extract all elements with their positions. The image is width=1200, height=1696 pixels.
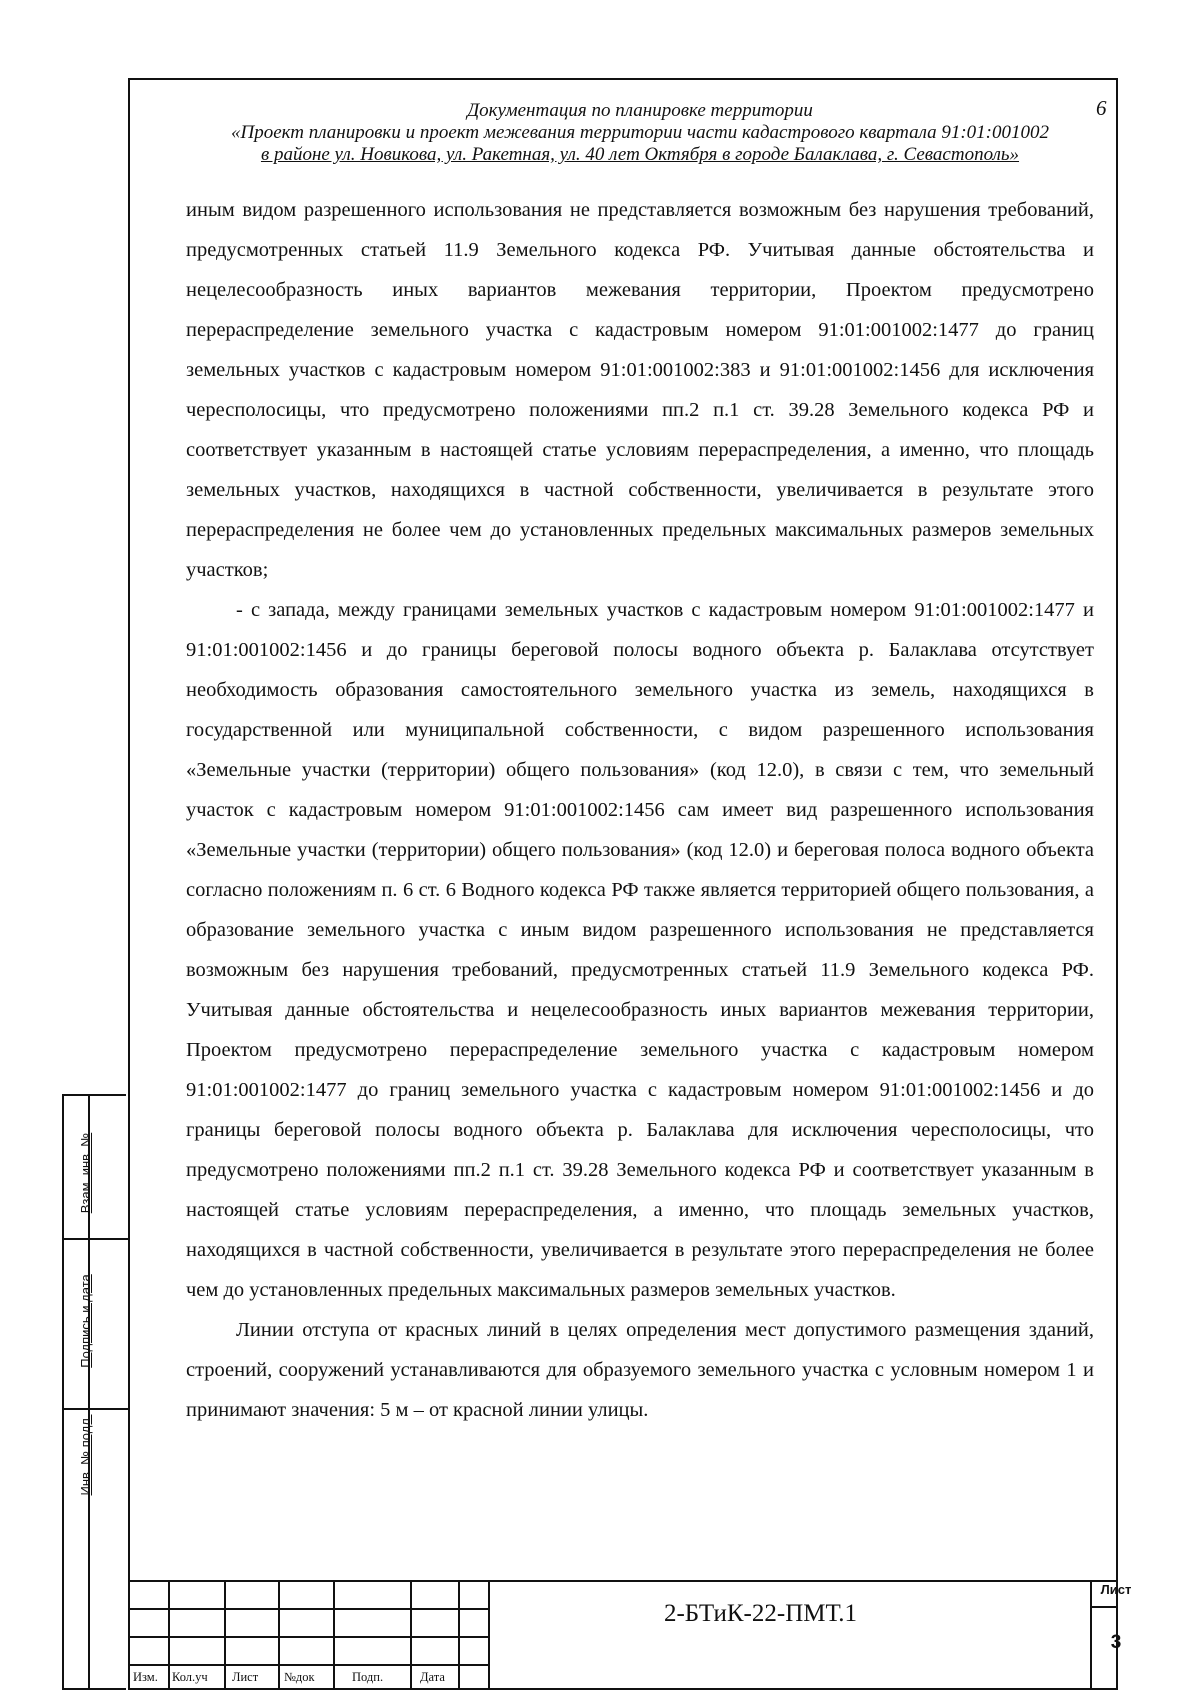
side-label-replacement-inventory: Взам. инв. № bbox=[78, 1132, 93, 1214]
body-paragraph-2: - с запада, между границами земельных участков с кадастровым номером 91:01:001002:1477 и 91:01:001002:1456 и до границы береговой полосы водного объекта р. Балаклава отсутствует необходимость образования самостоятельного земельного участка из земель, находящихся в государственной или муниципальной собственности, с видом разрешенного использования «Земельные участки (территории) общего пользования» (код 12.0), в связи с тем, что земельный участок с кадастровым номером 91:01:001002:1456 сам имеет вид разрешенного использования «Земельные участки (территории) общего пользования» (код 12.0) и береговая полоса водного объекта согласно положениям п. 6 ст. 6 Водного кодекса РФ также является территорией общего пользования, а образование земельного участка с иным видом разрешенного использования не представляется возможным без нарушения требований, предусмотренных статьей 11.9 Земельного кодекса РФ. Учитывая данные обстоятельства и нецелесообразность иных вариантов межевания территории, Проектом предусмотрено перераспределение земельного участка с кадастровым номером 91:01:001002:1477 до границ земельного участка с кадастровым номером 91:01:001002:1456 и до границы береговой полосы водного объекта р. Балаклава для исключения чересполосицы, что предусмотрено положениями пп.2 п.1 ст. 39.28 Земельного кодекса РФ и соответствует указанным в настоящей статье условиям перераспределения, а именно, что площадь земельных участков, находящихся в частной собственности, увеличивается в результате этого перераспределения не более чем до установленных предельных максимальных размеров земельных участков. bbox=[186, 599, 1094, 1301]
col-quantity-label: Кол.уч bbox=[172, 1670, 208, 1684]
header-project-name: «Проект планировки и проект межевания территории части кадастрового квартала 91:01:001002 bbox=[230, 122, 1049, 143]
document-body bbox=[186, 190, 1094, 1430]
body-paragraph-3: Линии отступа от красных линий в целях определения мест допустимого размещения зданий, строений, сооружений устанавливаются для образуемого земельного участка с условным номером 1 и принимают значения: 5 м – от красной линии улицы. bbox=[186, 1319, 1094, 1421]
side-label-signature-date: Подпись и дата bbox=[78, 1274, 93, 1368]
col-change-label: Изм. bbox=[133, 1670, 158, 1684]
col-signature-label: Подп. bbox=[352, 1670, 384, 1684]
col-sheet-label: Лист bbox=[232, 1670, 259, 1684]
body-paragraph-1: иным видом разрешенного использования не представляется возможным без нарушения требований, предусмотренных статьей 11.9 Земельного кодекса РФ. Учитывая данные обстоятельства и нецелесообразность иных вариантов межевания территории, Проектом предусмотрено перераспределение земельного участка с кадастровым номером 91:01:001002:1477 до границ земельных участков с кадастровым номером 91:01:001002:383 и 91:01:001002:1456 для исключения чересполосицы, что предусмотрено положениями пп.2 п.1 ст. 39.28 Земельного кодекса РФ и соответствует указанным в настоящей статье условиям перераспределения, а именно, что площадь земельных участков, находящихся в частной собственности, увеличивается в результате этого перераспределения не более чем до установленных предельных максимальных размеров земельных участков; bbox=[186, 199, 1094, 581]
page-number: 6 bbox=[1096, 96, 1107, 120]
header-title: Документация по планировке территории bbox=[467, 100, 813, 121]
header-location: в районе ул. Новикова, ул. Ракетная, ул. 40 лет Октября в городе Балаклава, г. Севастополь» bbox=[260, 144, 1020, 165]
col-date-label: Дата bbox=[420, 1670, 445, 1684]
side-stamp bbox=[62, 1094, 126, 1690]
title-block bbox=[128, 1580, 1132, 1690]
sheet-number: 3 bbox=[1110, 1632, 1122, 1653]
document-header bbox=[160, 100, 1120, 166]
col-docnum-label: №док bbox=[284, 1670, 315, 1684]
document-code: 2-БТиК-22-ПМТ.1 bbox=[663, 1600, 857, 1627]
sheet-label: Лист bbox=[1100, 1582, 1132, 1597]
side-label-original-inventory: Инв. № подл. bbox=[78, 1414, 93, 1496]
